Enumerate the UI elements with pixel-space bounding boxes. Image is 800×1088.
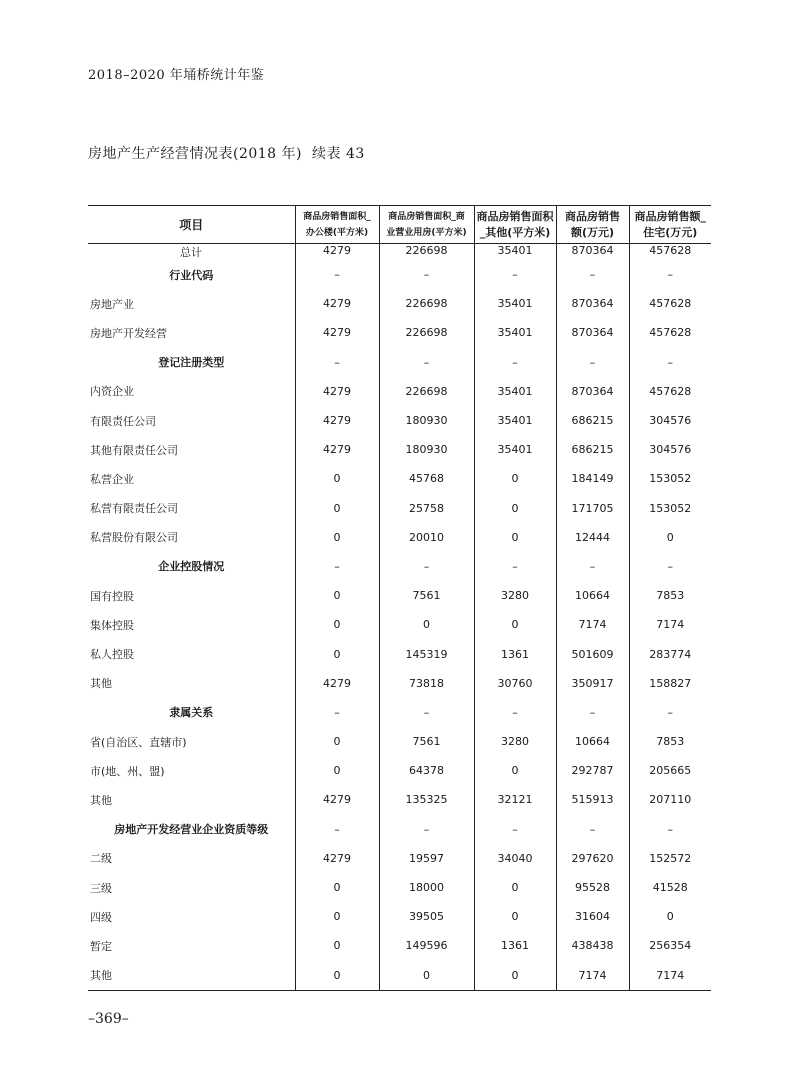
table-row [88, 931, 711, 960]
cell-office-area: 0 [295, 902, 379, 931]
cell-other-area: 35401 [474, 435, 556, 464]
cell-other-area: 1361 [474, 639, 556, 668]
cell-sales-amount: – [556, 260, 629, 289]
cell-sales-amount: 438438 [556, 931, 629, 960]
cell-other-area: 0 [474, 464, 556, 493]
cell-other-area: 0 [474, 523, 556, 552]
cell-sales-amount: 31604 [556, 902, 629, 931]
cell-other-area: 35401 [474, 289, 556, 318]
table-row-section [88, 348, 711, 377]
section-label: 行业代码 [169, 268, 214, 282]
row-label: 其他 [90, 969, 112, 983]
cell-residential-sales: 457628 [629, 377, 711, 406]
cell-office-area: 0 [295, 464, 379, 493]
cell-commercial-area: – [379, 552, 474, 581]
cell-other-area: 0 [474, 756, 556, 785]
cell-office-area: 4279 [295, 377, 379, 406]
column-header-residential-sales [629, 206, 711, 244]
cell-sales-amount: 870364 [556, 244, 629, 261]
table-row [88, 377, 711, 406]
cell-commercial-area: 180930 [379, 406, 474, 435]
cell-residential-sales: 7174 [629, 961, 711, 991]
cell-other-area: 3280 [474, 727, 556, 756]
cell-sales-amount: 350917 [556, 669, 629, 698]
header-line: 业营业用房(平方米) [386, 227, 467, 238]
cell-sales-amount: 297620 [556, 844, 629, 873]
row-label: 省(自治区、直辖市) [90, 735, 187, 749]
cell-sales-amount: 95528 [556, 873, 629, 902]
cell-other-area: 1361 [474, 931, 556, 960]
statistics-table [88, 205, 711, 991]
row-label: 房地产业 [90, 297, 134, 311]
table-row [88, 961, 711, 991]
cell-other-area: 0 [474, 610, 556, 639]
row-label: 私营有限责任公司 [90, 502, 178, 516]
cell-office-area: 0 [295, 756, 379, 785]
cell-residential-sales: 205665 [629, 756, 711, 785]
cell-commercial-area: 64378 [379, 756, 474, 785]
cell-commercial-area: – [379, 348, 474, 377]
cell-office-area: – [295, 698, 379, 727]
cell-other-area: 30760 [474, 669, 556, 698]
cell-commercial-area: 226698 [379, 289, 474, 318]
cell-commercial-area: 0 [379, 610, 474, 639]
continuation-label: 续表 43 [312, 146, 365, 162]
table-title: 房地产生产经营情况表(2018 年) [88, 146, 303, 162]
cell-residential-sales: – [629, 815, 711, 844]
cell-residential-sales: 457628 [629, 318, 711, 347]
row-label: 其他 [90, 793, 112, 807]
cell-sales-amount: 870364 [556, 377, 629, 406]
cell-office-area: – [295, 260, 379, 289]
cell-office-area: 4279 [295, 844, 379, 873]
table-row-section [88, 698, 711, 727]
cell-sales-amount: – [556, 698, 629, 727]
table-row [88, 435, 711, 464]
cell-commercial-area: 18000 [379, 873, 474, 902]
cell-residential-sales: 256354 [629, 931, 711, 960]
header-line: 住宅(万元) [643, 225, 698, 239]
table-row-section [88, 552, 711, 581]
column-header-commercial-area [379, 206, 474, 244]
table-row-section [88, 260, 711, 289]
cell-commercial-area: 25758 [379, 494, 474, 523]
cell-residential-sales: 41528 [629, 873, 711, 902]
cell-residential-sales: – [629, 348, 711, 377]
cell-sales-amount: 686215 [556, 406, 629, 435]
cell-commercial-area: 226698 [379, 318, 474, 347]
row-label: 二级 [90, 852, 112, 866]
cell-residential-sales: 0 [629, 902, 711, 931]
cell-sales-amount: 501609 [556, 639, 629, 668]
cell-office-area: – [295, 815, 379, 844]
header-line: 商品房销售 [565, 209, 620, 223]
row-label: 内资企业 [90, 385, 134, 399]
table-header-row [88, 206, 711, 244]
row-label: 有限责任公司 [90, 414, 156, 428]
cell-sales-amount: 171705 [556, 494, 629, 523]
cell-office-area: 4279 [295, 785, 379, 814]
header-line: 商品房销售面积 [476, 209, 554, 223]
cell-commercial-area: 180930 [379, 435, 474, 464]
cell-office-area: – [295, 552, 379, 581]
cell-commercial-area: 135325 [379, 785, 474, 814]
cell-other-area: – [474, 698, 556, 727]
cell-other-area: 35401 [474, 406, 556, 435]
cell-residential-sales: 153052 [629, 464, 711, 493]
cell-residential-sales: 158827 [629, 669, 711, 698]
column-header-other-area [474, 206, 556, 244]
row-label: 其他 [90, 677, 112, 691]
table-row [88, 523, 711, 552]
cell-office-area: 4279 [295, 406, 379, 435]
cell-residential-sales: 457628 [629, 244, 711, 261]
column-header-item: 项目 [88, 206, 295, 244]
cell-other-area: – [474, 348, 556, 377]
cell-office-area: 4279 [295, 669, 379, 698]
cell-commercial-area: 7561 [379, 581, 474, 610]
cell-residential-sales: 7174 [629, 610, 711, 639]
cell-other-area: 35401 [474, 318, 556, 347]
table-row [88, 669, 711, 698]
row-label: 国有控股 [90, 589, 134, 603]
cell-sales-amount: 10664 [556, 581, 629, 610]
cell-office-area: 0 [295, 727, 379, 756]
cell-commercial-area: 20010 [379, 523, 474, 552]
cell-sales-amount: – [556, 348, 629, 377]
section-label: 登记注册类型 [158, 356, 225, 370]
table-row [88, 318, 711, 347]
cell-sales-amount: 292787 [556, 756, 629, 785]
cell-office-area: 0 [295, 931, 379, 960]
cell-residential-sales: 153052 [629, 494, 711, 523]
row-label: 集体控股 [90, 618, 134, 632]
section-label: 企业控股情况 [158, 560, 225, 574]
cell-commercial-area: 45768 [379, 464, 474, 493]
cell-other-area: 0 [474, 902, 556, 931]
row-label: 房地产开发经营 [90, 326, 167, 340]
table-caption [88, 143, 365, 163]
row-label: 三级 [90, 881, 112, 895]
cell-office-area: 0 [295, 494, 379, 523]
header-line: 办公楼(平方米) [305, 227, 369, 238]
table-row [88, 844, 711, 873]
cell-office-area: 0 [295, 873, 379, 902]
cell-office-area: 0 [295, 610, 379, 639]
table-row [88, 494, 711, 523]
page-number: –369– [88, 1011, 129, 1027]
cell-residential-sales: 304576 [629, 406, 711, 435]
cell-office-area: 0 [295, 523, 379, 552]
column-header-sales-amount [556, 206, 629, 244]
cell-office-area: 4279 [295, 244, 379, 261]
cell-residential-sales: 207110 [629, 785, 711, 814]
cell-residential-sales: – [629, 698, 711, 727]
cell-other-area: 0 [474, 961, 556, 991]
cell-commercial-area: 73818 [379, 669, 474, 698]
cell-other-area: – [474, 552, 556, 581]
table-row [88, 406, 711, 435]
cell-sales-amount: 686215 [556, 435, 629, 464]
table-row [88, 902, 711, 931]
section-label: 隶属关系 [169, 706, 214, 720]
cell-residential-sales: 0 [629, 523, 711, 552]
row-label: 私人控股 [90, 648, 134, 662]
header-line: 商品房销售面积_商 [388, 211, 465, 222]
cell-office-area: 0 [295, 961, 379, 991]
cell-commercial-area: 0 [379, 961, 474, 991]
cell-commercial-area: 39505 [379, 902, 474, 931]
running-header: 2018–2020 年埇桥统计年鉴 [88, 68, 265, 83]
cell-residential-sales: – [629, 552, 711, 581]
table-row-section [88, 815, 711, 844]
cell-other-area: – [474, 815, 556, 844]
cell-other-area: 0 [474, 494, 556, 523]
cell-sales-amount: 870364 [556, 289, 629, 318]
row-label: 市(地、州、盟) [90, 764, 165, 778]
cell-commercial-area: 145319 [379, 639, 474, 668]
cell-residential-sales: 283774 [629, 639, 711, 668]
cell-other-area: 0 [474, 873, 556, 902]
row-label: 四级 [90, 910, 112, 924]
cell-commercial-area: 149596 [379, 931, 474, 960]
cell-sales-amount: 184149 [556, 464, 629, 493]
cell-other-area: 3280 [474, 581, 556, 610]
cell-sales-amount: – [556, 552, 629, 581]
header-line: 商品房销售面积_ [303, 211, 371, 222]
column-header-office-area [295, 206, 379, 244]
cell-residential-sales: 457628 [629, 289, 711, 318]
cell-sales-amount: 870364 [556, 318, 629, 347]
cell-commercial-area: – [379, 815, 474, 844]
cell-other-area: 32121 [474, 785, 556, 814]
table-row [88, 581, 711, 610]
row-label: 总计 [180, 246, 202, 259]
cell-sales-amount: – [556, 815, 629, 844]
cell-commercial-area: – [379, 698, 474, 727]
cell-sales-amount: 7174 [556, 961, 629, 991]
cell-office-area: 0 [295, 581, 379, 610]
section-label: 房地产开发经营业企业资质等级 [114, 823, 269, 837]
cell-office-area: 4279 [295, 318, 379, 347]
table-row [88, 785, 711, 814]
table-row [88, 289, 711, 318]
cell-commercial-area: 19597 [379, 844, 474, 873]
cell-residential-sales: 7853 [629, 727, 711, 756]
cell-other-area: – [474, 260, 556, 289]
cell-sales-amount: 7174 [556, 610, 629, 639]
cell-office-area: 4279 [295, 435, 379, 464]
row-label: 私营股份有限公司 [90, 531, 178, 545]
header-line: _其他(平方米) [479, 225, 551, 239]
cell-residential-sales: 7853 [629, 581, 711, 610]
table-row [88, 639, 711, 668]
cell-other-area: 35401 [474, 244, 556, 261]
cell-residential-sales: 152572 [629, 844, 711, 873]
header-line: 商品房销售额_ [634, 209, 706, 223]
row-label: 私营企业 [90, 472, 134, 486]
cell-residential-sales: 304576 [629, 435, 711, 464]
cell-office-area: 0 [295, 639, 379, 668]
cell-sales-amount: 515913 [556, 785, 629, 814]
cell-other-area: 34040 [474, 844, 556, 873]
row-label: 暂定 [90, 939, 112, 953]
cell-commercial-area: – [379, 260, 474, 289]
row-label: 其他有限责任公司 [90, 443, 178, 457]
table-row [88, 727, 711, 756]
cell-other-area: 35401 [474, 377, 556, 406]
cell-office-area: – [295, 348, 379, 377]
table-row [88, 756, 711, 785]
cell-commercial-area: 226698 [379, 244, 474, 261]
cell-commercial-area: 226698 [379, 377, 474, 406]
cell-sales-amount: 10664 [556, 727, 629, 756]
table-row [88, 464, 711, 493]
table-row [88, 610, 711, 639]
cell-residential-sales: – [629, 260, 711, 289]
cell-commercial-area: 7561 [379, 727, 474, 756]
table-row [88, 873, 711, 902]
cell-sales-amount: 12444 [556, 523, 629, 552]
table-row-total [88, 244, 711, 261]
header-line: 额(万元) [570, 225, 615, 239]
cell-office-area: 4279 [295, 289, 379, 318]
